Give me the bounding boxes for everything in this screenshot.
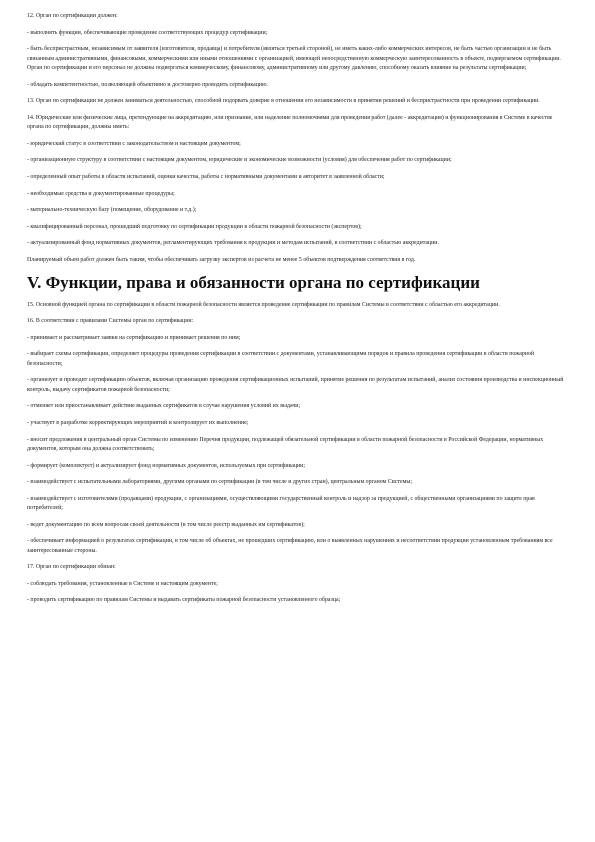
paragraph-14: 14. Юридические или физические лица, претендующие на аккредитацию, или признание, или наделение полномочиями для проведения работ (далее - аккредитация) и функционирования в Системе в качестве органа по сертификации, должны иметь:	[27, 114, 553, 131]
list-item: - соблюдать требования, установленные в Системе и настоящим документе;	[27, 580, 218, 587]
list-item: - ведет документацию по всем вопросам своей деятельности (в том числе реестр выданных им сертификатов);	[27, 521, 305, 528]
list-item: - обладать компетентностью, позволяющей объективно и достоверно проводить сертификацию.	[27, 81, 268, 88]
list-item: - взаимодействует с изготовителями (продавцами) продукции, с организациями, осуществляющими государственный контроль и надзор за продукцией, с общественными организациями по защите прав потребителей;	[27, 495, 535, 512]
paragraph-15: 15. Основной функцией органа по сертификации в области пожарной безопасности является проведение сертификации по правилам Системы в соответствии с областью его аккредитации.	[27, 301, 500, 308]
document-page	[27, 12, 568, 613]
list-item: - участвует в разработке корректирующих мероприятий и контролирует их выполнение;	[27, 419, 249, 426]
list-item: - взаимодействует с испытательными лабораториями, другими органами по сертификации (в том числе и других стран), центральным органом Системы;	[27, 479, 412, 486]
list-item: - выполнять функции, обеспечивающие проведение соответствующих процедур сертификации;	[27, 29, 268, 36]
list-item: - организует и проводит сертификацию объектов, включая организацию проведения сертификационных испытаний, принятие решения по результатам испытаний, анализ состояния производства и инспекционный контроль, выдачу сертификатов пожарной безопасности;	[27, 377, 564, 393]
list-item: - формирует (комплектует) и актуализирует фонд нормативных документов, используемых при сертификации;	[27, 462, 305, 469]
list-item: - необходимые средства и документированные процедуры;	[27, 190, 175, 197]
list-item: - принимает и рассматривает заявки на сертификацию и принимает решения по ним;	[27, 334, 241, 341]
list-item: - быть беспристрастным, независимым от заявителя (изготовителя, продавца) и потребителя (являться третьей стороной), не иметь каких-либо коммерческих интересов, не быть частью организации и не быть связанным административными, финансовыми, коммерческими или иными отношениями с организацией, имеющей непосредственную коммерческую заинтересованность в объекте, подвергаемом сертификации. Орган по сертификации и его персонал не должны подвергаться коммерческому, финансовому, административному или другому давлению, способному оказать влияние на результаты сертификации;	[27, 46, 561, 71]
list-item: - квалифицированный персонал, прошедший подготовку по сертификации продукции в области пожарной безопасности (экспертов);	[27, 223, 362, 230]
paragraph-13: 13. Орган по сертификации не должен заниматься деятельностью, способной подорвать доверие в отношении его независимости в принятии решений и беспристрастности при проведении сертификации.	[27, 98, 540, 105]
list-item: - проводить сертификацию по правилам Системы и выдавать сертификаты пожарной безопасности установленного образца;	[27, 597, 341, 604]
list-item: - определенный опыт работы в области испытаний, оценки качества, работы с нормативными документами и авторитет в заявленной области;	[27, 173, 385, 180]
section-heading: V. Функции, права и обязанности органа по сертификации	[27, 272, 480, 292]
list-item: - обеспечивает информацией о результатах сертификации, в том числе об объектах, не прошедших сертификацию, или о выявленных нарушениях и несоответствии продукции установленным требованиям все заинтересованные стороны.	[27, 538, 553, 554]
list-item: - организационную структуру в соответствии с настоящим документом, юридические и экономические возможности (условия) для обеспечения работ по сертификации;	[27, 157, 452, 164]
paragraph-16-intro: 16. В соответствии с правилами Системы орган по сертификации:	[27, 318, 194, 325]
list-item: - выбирает схемы сертификации, определяет процедуры проведения сертификации в соответствии с документами, устанавливающими порядок и правила проведения сертификации в области пожарной безопасности;	[27, 351, 535, 367]
list-item: - юридический статус в соответствии с законодательством и настоящим документом;	[27, 140, 241, 147]
list-item: - отменяет или приостанавливает действие выданных сертификатов в случае нарушения условий их выдачи;	[27, 403, 301, 410]
list-item: - вносит предложения в центральный орган Системы по изменению Перечня продукции, подлежащей обязательной сертификации в области пожарной безопасности в Российской Федерации, нормативных документов, которым она должна соответствовать;	[27, 436, 544, 452]
paragraph-17-intro: 17. Орган по сертификации обязан:	[27, 564, 116, 571]
list-item: - актуализированный фонд нормативных документов, регламентирующих требования к продукции и методам испытаний, в соответствии с областью аккредитации.	[27, 240, 439, 247]
paragraph-workload: Планируемый объем работ должен быть таким, чтобы обеспечивать загрузку экспертов из расчета не менее 5 объектов подтверждения соответствия в год.	[27, 256, 416, 263]
paragraph-12-intro: 12. Орган по сертификации должен:	[27, 13, 118, 19]
list-item: - материально-техническую базу (помещение, оборудование и т.д.);	[27, 207, 197, 214]
